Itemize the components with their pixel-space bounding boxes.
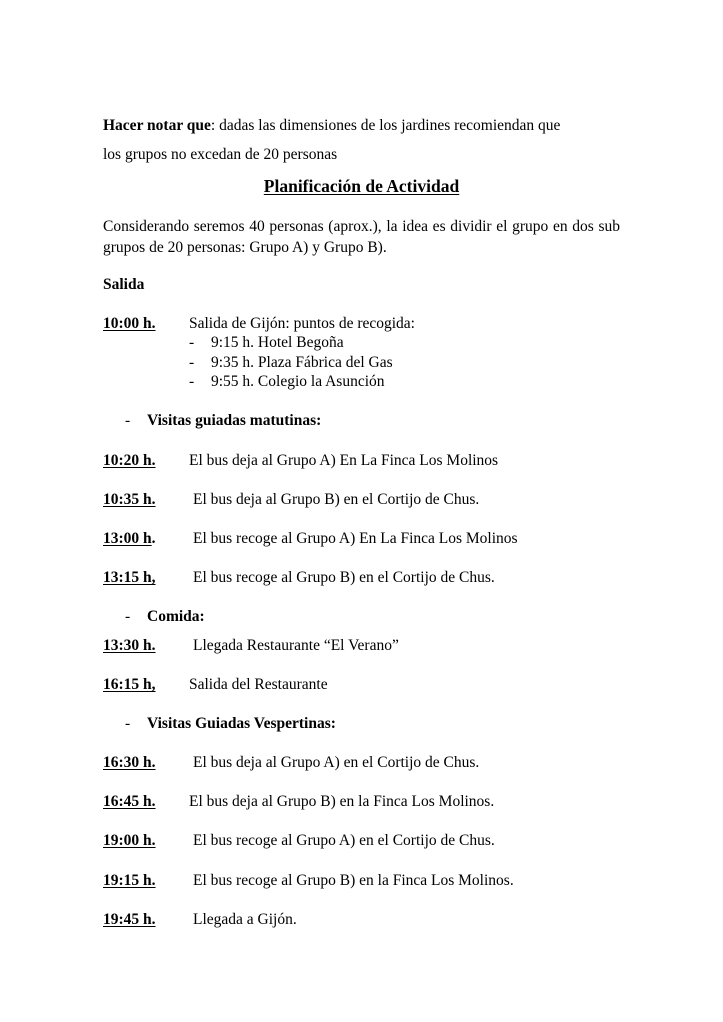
schedule-time: 10:20 h. — [103, 452, 156, 469]
intro-paragraph: Considerando seremos 40 personas (aprox.), la idea es dividir el grupo en dos sub grupos de 20 personas: Grupo A) y Grupo B). — [103, 218, 620, 256]
pickup-item: - 9:55 h. Colegio la Asunción — [189, 373, 385, 390]
schedule-text: Salida del Restaurante — [189, 676, 328, 693]
schedule-time: 16:15 h, — [103, 676, 156, 693]
schedule-text: El bus deja al Grupo B) en la Finca Los Molinos. — [189, 793, 495, 810]
pickup-item: - 9:15 h. Hotel Begoña — [189, 334, 344, 351]
schedule-time: 13:00 h. — [103, 530, 156, 547]
schedule-time: 16:30 h. — [103, 754, 156, 771]
pickup-text: 9:35 h. Plaza Fábrica del Gas — [211, 354, 393, 371]
section-morning-heading: - Visitas guiadas matutinas: — [125, 412, 322, 429]
schedule-text: El bus recoge al Grupo B) en la Finca Los Molinos. — [193, 872, 514, 889]
schedule-text: El bus deja al Grupo A) En La Finca Los Molinos — [189, 452, 499, 469]
schedule-time: 19:45 h. — [103, 911, 156, 928]
pickup-text: 9:15 h. Hotel Begoña — [211, 334, 344, 351]
schedule-text: El bus deja al Grupo B) en el Cortijo de Chus. — [193, 491, 480, 508]
schedule-time: 19:15 h. — [103, 872, 156, 889]
schedule-text: El bus recoge al Grupo B) en el Cortijo de Chus. — [193, 569, 495, 586]
departure-text: Salida de Gijón: puntos de recogida: — [189, 315, 415, 332]
salida-heading: Salida — [103, 276, 145, 293]
schedule-text: Llegada Restaurante “El Verano” — [193, 637, 399, 654]
departure-time: 10:00 h. — [103, 315, 156, 332]
section-lunch-heading: - Comida: — [125, 608, 205, 625]
schedule-text: Llegada a Gijón. — [193, 911, 297, 928]
schedule-time: 10:35 h. — [103, 491, 156, 508]
schedule-text: El bus recoge al Grupo A) En La Finca Los Molinos — [193, 530, 518, 547]
pickup-item: - 9:35 h. Plaza Fábrica del Gas — [189, 354, 393, 371]
schedule-time: 13:30 h. — [103, 637, 156, 654]
note-line-1 — [103, 117, 560, 135]
note-label: Hacer notar que — [103, 117, 211, 134]
section-afternoon-heading: - Visitas Guiadas Vespertinas: — [125, 715, 336, 732]
schedule-time: 19:00 h. — [103, 832, 156, 849]
page-title: Planificación de Actividad — [263, 176, 460, 196]
pickup-text: 9:55 h. Colegio la Asunción — [211, 373, 385, 390]
schedule-time: 16:45 h. — [103, 793, 156, 810]
schedule-time: 13:15 h, — [103, 569, 156, 586]
note-line-2: los grupos no excedan de 20 personas — [103, 146, 338, 163]
schedule-text: El bus recoge al Grupo A) en el Cortijo de Chus. — [193, 832, 495, 849]
schedule-text: El bus deja al Grupo A) en el Cortijo de Chus. — [193, 754, 480, 771]
note-text-1: : dadas las dimensiones de los jardines recomiendan que — [210, 117, 561, 134]
